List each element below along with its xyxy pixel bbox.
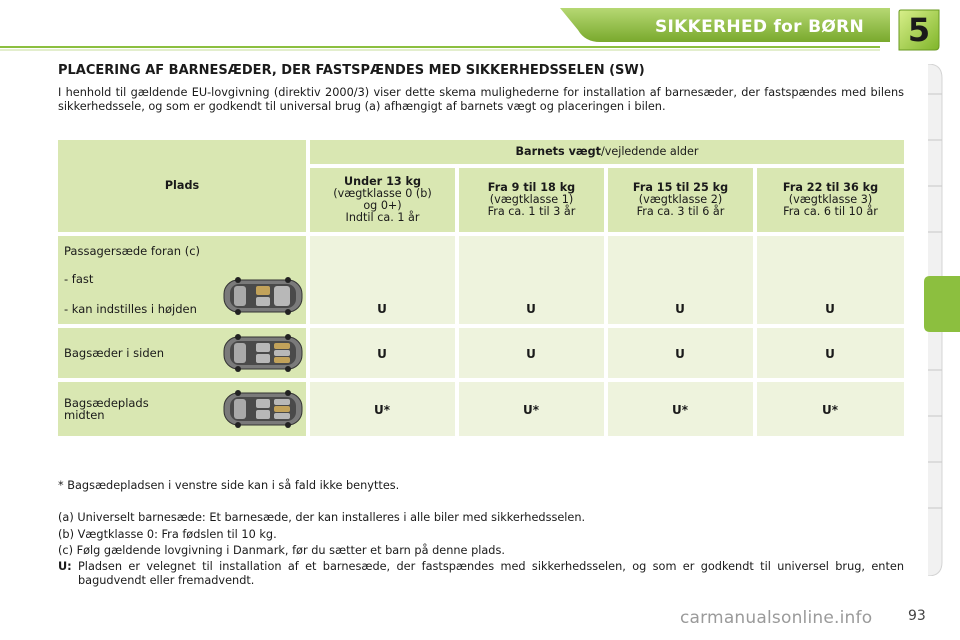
weight-header-rest: /vejledende alder xyxy=(600,145,699,158)
row-label: Bagsæder i siden xyxy=(64,346,164,360)
column-header-2 xyxy=(608,168,753,232)
car-rear-side-seat-icon xyxy=(222,333,304,373)
row-sublabel: - kan indstilles i højden xyxy=(64,302,197,316)
column-title: Fra 9 til 18 kg xyxy=(487,181,576,194)
column-line: (vægtklasse 2) xyxy=(638,193,723,206)
note-u-label: U: xyxy=(58,560,72,573)
seat-value: U* xyxy=(821,403,839,417)
column-header-1 xyxy=(459,168,604,232)
intro-paragraph: I henhold til gældende EU-lovgivning (direktiv 2000/3) viser dette skema mulighederne for installation af barnesæder, der fastspændes med bilens sikkerhedssele, og som er godkendt til universal brug (a) afhængigt af barnets vægt og placeringen i bilen. xyxy=(58,86,904,113)
note-u xyxy=(58,560,904,587)
seat-value: U* xyxy=(671,403,689,417)
seat-value: U xyxy=(675,302,685,316)
column-line: (vægtklasse 0 (b) xyxy=(333,187,432,200)
weight-header-bold: Barnets vægt xyxy=(515,145,601,158)
chapter-title: SIKKERHED for BØRN xyxy=(655,17,864,37)
section-title: PLACERING AF BARNESÆDER, DER FASTSPÆNDES MED SIKKERHEDSSELEN (SW) xyxy=(58,63,645,78)
column-line: Fra ca. 3 til 6 år xyxy=(636,205,725,218)
column-header-0 xyxy=(310,168,455,232)
column-title: Under 13 kg xyxy=(344,175,421,188)
row-label-line2: midten xyxy=(64,408,105,422)
note-c: (c) Følg gældende lovgivning i Danmark, før du sætter et barn på denne plads. xyxy=(58,544,505,557)
plads-header: Plads xyxy=(164,179,200,192)
column-line: Fra ca. 6 til 10 år xyxy=(783,205,878,218)
page-number: 93 xyxy=(908,608,926,624)
note-b: (b) Vægtklasse 0: Fra fødslen til 10 kg. xyxy=(58,528,277,541)
note-u-text: Pladsen er velegnet til installation af et barnesæde, der fastspændes med sikkerhedsselen, og som er godkendt til universel brug, enten bagudvendt eller fremadvendt. xyxy=(78,560,904,587)
seat-value: U xyxy=(377,347,387,361)
column-title: Fra 15 til 25 kg xyxy=(632,181,729,194)
row-label: Bagsædeplads xyxy=(64,396,149,410)
column-line: Indtil ca. 1 år xyxy=(345,211,420,224)
column-line: og 0+) xyxy=(363,199,402,212)
note-a: (a) Universelt barnesæde: Et barnesæde, der kan installeres i alle biler med sikkerhedsselen. xyxy=(58,511,586,524)
active-chapter-tab-icon xyxy=(924,276,960,332)
column-line: Fra ca. 1 til 3 år xyxy=(487,205,576,218)
seat-value: U xyxy=(526,347,536,361)
seat-value: U xyxy=(825,347,835,361)
seat-value: U xyxy=(526,302,536,316)
chapter-number: 5 xyxy=(907,11,931,49)
seat-value: U xyxy=(675,347,685,361)
seat-value: U xyxy=(825,302,835,316)
row-label: Passagersæde foran (c) xyxy=(64,244,201,258)
column-header-3 xyxy=(757,168,904,232)
row-sublabel: - fast xyxy=(64,272,94,286)
weight-header-cell xyxy=(310,140,904,164)
seat-value: U xyxy=(377,302,387,316)
watermark: carmanualsonline.info xyxy=(680,608,873,628)
car-rear-middle-seat-icon xyxy=(222,389,304,429)
column-title: Fra 22 til 36 kg xyxy=(782,181,879,194)
plads-header-cell xyxy=(58,140,306,232)
seat-value: U* xyxy=(522,403,540,417)
car-front-seat-icon xyxy=(222,276,304,316)
column-line: (vægtklasse 1) xyxy=(489,193,574,206)
note-star: * Bagsædepladsen i venstre side kan i så fald ikke benyttes. xyxy=(58,479,400,492)
column-line: (vægtklasse 3) xyxy=(788,193,873,206)
seat-value: U* xyxy=(373,403,391,417)
